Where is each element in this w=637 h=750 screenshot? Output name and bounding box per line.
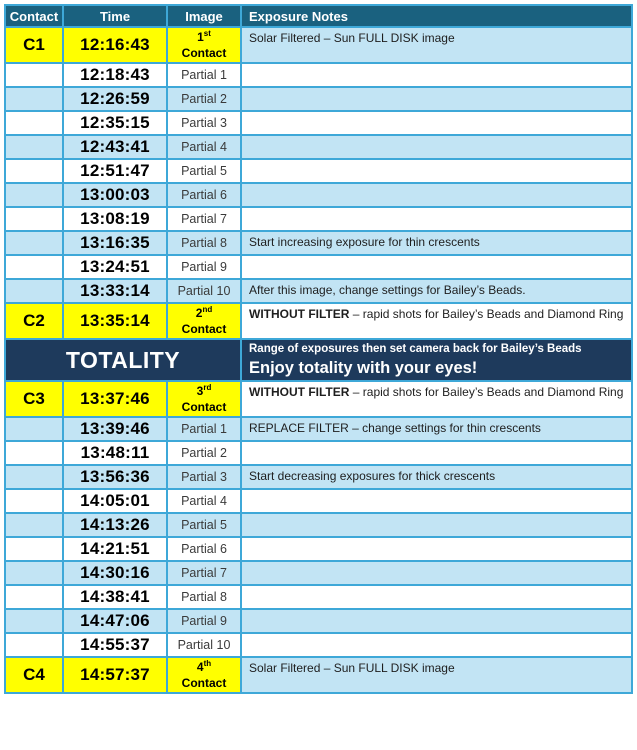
notes-cell (241, 381, 632, 417)
notes-cell (241, 585, 632, 609)
notes-cell (241, 633, 632, 657)
note-text: Solar Filtered – Sun FULL DISK image (249, 661, 455, 676)
contact-cell (5, 441, 63, 465)
table-row (5, 537, 632, 561)
contact-cell (5, 279, 63, 303)
table-row (5, 585, 632, 609)
table-row (5, 231, 632, 255)
contact-cell (5, 537, 63, 561)
time-value: 14:13:26 (80, 515, 150, 535)
time-value: 13:37:46 (80, 389, 150, 409)
time-value: 14:05:01 (80, 491, 150, 511)
notes-cell (241, 231, 632, 255)
time-cell (63, 441, 167, 465)
contact-ordinal: 1 (197, 29, 204, 44)
contact-ordinal-suffix: th (203, 659, 212, 669)
image-cell (167, 489, 241, 513)
contact-cell (5, 27, 63, 63)
contact-label: C4 (23, 665, 45, 685)
image-label: Partial 4 (181, 140, 227, 154)
note-text: – rapid shots for Bailey’s Beads and Diamond Ring (349, 307, 624, 321)
contact-cell (5, 183, 63, 207)
contact-word: Contact (181, 321, 227, 336)
image-label: Partial 6 (181, 542, 227, 557)
image-label: Partial 10 (177, 638, 231, 653)
contact-cell (5, 135, 63, 159)
table-row-totality (5, 339, 632, 381)
image-label: Partial 4 (181, 494, 227, 509)
image-label: Partial 6 (181, 188, 227, 202)
time-cell (63, 135, 167, 159)
time-cell (63, 381, 167, 417)
notes-cell (241, 183, 632, 207)
image-cell (167, 207, 241, 231)
time-cell (63, 561, 167, 585)
image-label: Partial 3 (181, 470, 227, 485)
image-cell (167, 585, 241, 609)
table-row (5, 633, 632, 657)
contact-ordinal-suffix: rd (203, 383, 212, 393)
contact-cell (5, 417, 63, 441)
table-row (5, 63, 632, 87)
time-value: 13:16:35 (80, 233, 150, 252)
contact-ordinal-suffix: st (203, 28, 211, 38)
time-value: 13:35:14 (80, 311, 150, 330)
notes-cell (241, 657, 632, 693)
header-time-label: Time (99, 8, 131, 24)
table-row-contact (5, 657, 632, 693)
table-row (5, 417, 632, 441)
notes-cell (241, 513, 632, 537)
notes-cell (241, 441, 632, 465)
image-cell (167, 87, 241, 111)
image-label: Partial 2 (181, 446, 227, 461)
header-time (63, 5, 167, 27)
image-cell (167, 537, 241, 561)
time-cell (63, 183, 167, 207)
time-cell (63, 609, 167, 633)
table-row (5, 465, 632, 489)
table-row (5, 441, 632, 465)
image-label: Partial 8 (181, 590, 227, 605)
time-value: 12:18:43 (80, 65, 150, 84)
notes-cell (241, 27, 632, 63)
table-row (5, 87, 632, 111)
notes-cell (241, 111, 632, 135)
image-cell (167, 513, 241, 537)
time-cell (63, 231, 167, 255)
notes-cell (241, 279, 632, 303)
contact-cell (5, 159, 63, 183)
time-cell (63, 657, 167, 693)
contact-label: C2 (23, 311, 45, 330)
header-exposure-notes (241, 5, 632, 27)
contact-cell (5, 585, 63, 609)
schedule-body (5, 27, 632, 693)
table-header (5, 5, 632, 27)
note-text: – rapid shots for Bailey’s Beads and Diamond Ring (349, 385, 624, 400)
notes-cell (241, 465, 632, 489)
note-text: REPLACE FILTER – change settings for thin crescents (249, 421, 541, 436)
time-cell (63, 111, 167, 135)
table-row (5, 279, 632, 303)
image-cell (167, 465, 241, 489)
time-value: 14:21:51 (80, 539, 150, 559)
time-cell (63, 63, 167, 87)
image-label: Partial 9 (181, 614, 227, 629)
header-row (5, 5, 632, 27)
contact-cell (5, 111, 63, 135)
note-bold-lead: WITHOUT FILTER (249, 385, 350, 400)
table-row (5, 513, 632, 537)
time-value: 12:51:47 (80, 161, 150, 180)
image-cell (167, 561, 241, 585)
image-cell (167, 135, 241, 159)
image-label: Partial 5 (181, 164, 227, 178)
image-label: Partial 9 (181, 260, 227, 274)
contact-cell (5, 63, 63, 87)
time-value: 12:26:59 (80, 89, 150, 108)
notes-cell (241, 417, 632, 441)
contact-cell (5, 87, 63, 111)
contact-word: Contact (181, 45, 227, 60)
totality-note-line1: Range of exposures then set camera back for Bailey’s Beads (249, 343, 582, 355)
time-cell (63, 537, 167, 561)
contact-ordinal: 2 (195, 305, 203, 320)
contact-cell (5, 609, 63, 633)
time-cell (63, 465, 167, 489)
time-cell (63, 417, 167, 441)
notes-cell (241, 135, 632, 159)
contact-word: Contact (181, 399, 227, 414)
note-text: Start increasing exposure for thin crescents (249, 235, 480, 250)
totality-note-line2: Enjoy totality with your eyes! (249, 358, 478, 377)
image-label: Partial 2 (181, 92, 227, 106)
eclipse-schedule-table (4, 4, 633, 694)
time-value: 13:56:36 (80, 467, 150, 487)
time-value: 12:16:43 (80, 35, 150, 54)
contact-cell (5, 561, 63, 585)
image-cell (167, 303, 241, 339)
header-image-label: Image (185, 8, 223, 24)
image-cell (167, 609, 241, 633)
header-contact-label: Contact (9, 8, 59, 24)
time-value: 14:47:06 (80, 611, 150, 631)
contact-ordinal-line (168, 659, 240, 676)
totality-notes-cell (241, 339, 632, 381)
image-cell (167, 657, 241, 693)
notes-cell (241, 159, 632, 183)
note-text: Start decreasing exposures for thick crescents (249, 469, 496, 484)
contact-label: C1 (23, 35, 45, 54)
contact-ordinal: 4 (196, 660, 204, 675)
contact-ordinal-line (168, 29, 240, 46)
image-cell (167, 381, 241, 417)
time-value: 14:57:37 (80, 665, 150, 685)
time-value: 13:08:19 (80, 209, 150, 228)
table-row (5, 489, 632, 513)
totality-label-text: TOTALITY (65, 346, 181, 373)
table-row (5, 255, 632, 279)
image-label: Partial 8 (181, 236, 227, 250)
image-cell (167, 255, 241, 279)
notes-cell (241, 63, 632, 87)
contact-ordinal-line (168, 383, 240, 400)
time-cell (63, 87, 167, 111)
contact-cell (5, 255, 63, 279)
image-cell (167, 63, 241, 87)
notes-cell (241, 489, 632, 513)
table-row (5, 183, 632, 207)
totality-cell (5, 339, 241, 381)
contact-label: C3 (23, 389, 45, 409)
notes-cell (241, 561, 632, 585)
note-bold-lead: WITHOUT FILTER (249, 307, 350, 321)
contact-cell (5, 207, 63, 231)
time-cell (63, 513, 167, 537)
notes-cell (241, 537, 632, 561)
time-value: 14:55:37 (80, 635, 150, 655)
time-cell (63, 279, 167, 303)
time-cell (63, 585, 167, 609)
contact-cell (5, 657, 63, 693)
image-label: Partial 10 (177, 284, 231, 298)
time-cell (63, 303, 167, 339)
contact-cell (5, 465, 63, 489)
notes-cell (241, 303, 632, 339)
image-cell (167, 183, 241, 207)
image-cell (167, 111, 241, 135)
image-cell (167, 231, 241, 255)
time-cell (63, 633, 167, 657)
time-cell (63, 489, 167, 513)
image-label: Partial 5 (181, 518, 227, 533)
time-value: 13:24:51 (80, 257, 150, 276)
image-cell (167, 417, 241, 441)
contact-ordinal: 3 (196, 384, 204, 399)
table-row (5, 159, 632, 183)
header-contact (5, 5, 63, 27)
image-cell (167, 159, 241, 183)
table-row (5, 207, 632, 231)
table-row-contact (5, 27, 632, 63)
contact-cell (5, 231, 63, 255)
notes-cell (241, 255, 632, 279)
note-text: After this image, change settings for Bailey’s Beads. (249, 283, 526, 298)
contact-cell (5, 633, 63, 657)
time-value: 13:33:14 (80, 281, 150, 300)
header-image (167, 5, 241, 27)
table-row (5, 561, 632, 585)
image-cell (167, 441, 241, 465)
image-label: Partial 1 (181, 68, 227, 82)
image-cell (167, 27, 241, 63)
time-value: 14:30:16 (80, 563, 150, 583)
time-value: 13:00:03 (80, 185, 150, 204)
table-row (5, 135, 632, 159)
time-value: 13:48:11 (80, 443, 150, 463)
time-cell (63, 255, 167, 279)
time-value: 14:38:41 (80, 587, 150, 607)
contact-cell (5, 513, 63, 537)
header-exposure-notes-label: Exposure Notes (249, 8, 348, 24)
time-cell (63, 27, 167, 63)
contact-word: Contact (181, 675, 227, 690)
time-value: 13:39:46 (80, 419, 150, 439)
contact-ordinal-suffix: nd (202, 304, 213, 314)
contact-cell (5, 489, 63, 513)
notes-cell (241, 609, 632, 633)
time-value: 12:43:41 (80, 137, 150, 156)
notes-cell (241, 207, 632, 231)
table-row-contact (5, 381, 632, 417)
contact-cell (5, 381, 63, 417)
image-label: Partial 7 (181, 212, 227, 226)
table-row (5, 609, 632, 633)
image-cell (167, 633, 241, 657)
time-cell (63, 159, 167, 183)
time-value: 12:35:15 (80, 113, 150, 132)
image-cell (167, 279, 241, 303)
image-label: Partial 7 (181, 566, 227, 581)
note-text: Solar Filtered – Sun FULL DISK image (249, 31, 455, 45)
time-cell (63, 207, 167, 231)
image-label: Partial 1 (181, 422, 227, 437)
contact-ordinal-line (168, 305, 240, 322)
notes-cell (241, 87, 632, 111)
image-label: Partial 3 (181, 116, 227, 130)
contact-cell (5, 303, 63, 339)
table-row (5, 111, 632, 135)
table-row-contact (5, 303, 632, 339)
